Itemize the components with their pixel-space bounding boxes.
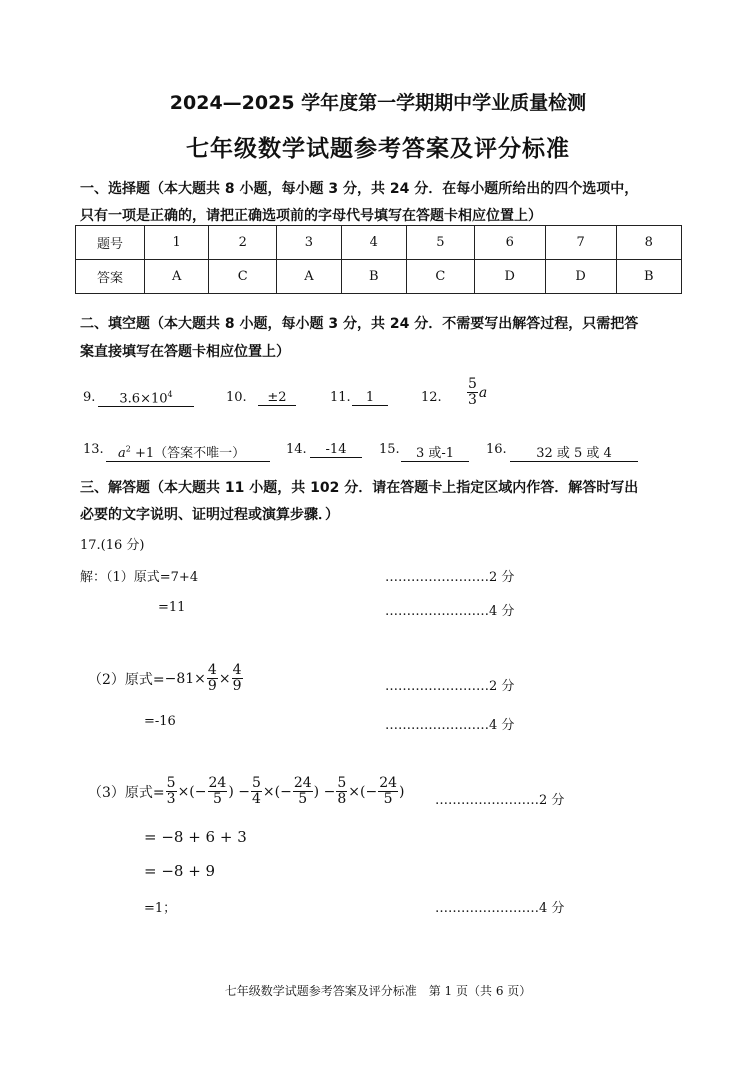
table-header-question: 题号 [76,226,145,260]
table-cell-answer: A [145,260,209,294]
p2-times: × [218,670,231,687]
answer-table [75,225,682,294]
q13-rest: +1（答案不唯一） [130,446,246,461]
table-cell-answer: D [545,260,616,294]
q13-label: 13. [83,442,104,457]
p3-step3: = −8 + 9 [144,862,216,880]
table-cell-answer: B [341,260,406,294]
q9-answer [98,390,194,407]
table-row-answers [76,260,682,294]
q12-label: 12. [421,390,442,405]
q15-label: 15. [379,442,400,457]
table-cell-answer: D [474,260,545,294]
p3-score1: ……………………2 分 [435,793,565,808]
table-cell-number: 8 [616,226,681,260]
p2-step2: =-16 [144,714,176,729]
p2-score1: ……………………2 分 [385,679,515,694]
table-cell-number: 2 [209,226,277,260]
table-cell-number: 6 [474,226,545,260]
table-header-answer: 答案 [76,260,145,294]
q12-answer [466,377,487,408]
table-cell-answer: C [406,260,474,294]
p2-prefix: （2）原式= [88,671,165,688]
p2-frac1-num: 4 [207,662,217,678]
section1-heading-line2: 只有一项是正确的，请把正确选项前的字母代号填写在答题卡相应位置上） [80,208,542,224]
q11-answer: 1 [352,390,388,406]
p2-frac2-den: 9 [232,678,242,694]
q10-answer: ±2 [258,390,296,406]
p3-step2: = −8 + 6 + 3 [144,828,247,846]
section2-heading-line1: 二、填空题（本大题共 8 小题，每小题 3 分，共 24 分．不需要写出解答过程，只需把答 [80,316,639,332]
p2-neg: −81× [164,670,206,687]
table-cell-number: 5 [406,226,474,260]
q16-answer: 32 或 5 或 4 [510,442,638,462]
q14-answer: -14 [310,442,362,458]
p1-step2: =11 [158,600,186,615]
p2-step1 [88,663,244,694]
q9-base: 3.6×10 [119,391,168,407]
q15-answer: 3 或-1 [401,442,469,462]
p1-score1: ……………………2 分 [385,570,515,585]
q13-variable: a [118,446,126,461]
table-cell-number: 1 [145,226,209,260]
q12-denominator: 3 [468,392,477,408]
q9-exponent: 4 [167,390,173,399]
table-cell-number: 3 [277,226,341,260]
table-cell-number: 4 [341,226,406,260]
table-cell-answer: A [277,260,341,294]
table-cell-answer: B [616,260,681,294]
document-title: 2024—2025 学年度第一学期期中学业质量检测 [169,92,587,114]
document-subtitle: 七年级数学试题参考答案及评分标准 [186,136,570,162]
p1-step1: 解：（1）原式=7+4 [80,570,199,585]
p3-step4: =1； [144,901,177,916]
q14-label: 14. [286,442,307,457]
p1-score2: ……………………4 分 [385,604,515,619]
q12-numerator: 5 [468,376,477,392]
q17-label: 17.(16 分) [80,538,145,553]
p3-step1: （3）原式= $\frac{5}{3}$ ×(− $\frac{24}{5}$ ) − $\frac{5}{4}$ ×(− $\frac{24}{5}$ ) − $\frac{5}{8}$ ×(− $\frac{24}{5}$ ) [88,775,405,807]
p3-score2: ……………………4 分 [435,901,565,916]
section2-heading-line2: 案直接填写在答题卡相应位置上） [80,344,290,360]
q13-exponent: 2 [125,444,131,454]
p2-frac1-den: 9 [207,678,217,694]
page-footer: 七年级数学试题参考答案及评分标准 第 1 页（共 6 页） [224,984,532,998]
q13-answer [106,442,270,462]
table-cell-number: 7 [545,226,616,260]
q11-label: 11. [330,390,351,405]
table-row-numbers [76,226,682,260]
q10-label: 10. [226,390,247,405]
table-cell-answer: C [209,260,277,294]
q12-variable: a [478,384,488,401]
q16-label: 16. [486,442,507,457]
section1-heading-line1: 一、选择题（本大题共 8 小题，每小题 3 分，共 24 分．在每小题所给出的四个选项中， [80,181,639,197]
q9-label: 9. [83,390,96,405]
p2-frac2-num: 4 [232,662,242,678]
p3-prefix: （3）原式= [88,784,165,801]
section3-heading-line1: 三、解答题（本大题共 11 小题，共 102 分．请在答题卡上指定区域内作答．解答时写出 [80,480,639,496]
p2-score2: ……………………4 分 [385,718,515,733]
section3-heading-line2: 必要的文字说明、证明过程或演算步骤．） [80,507,339,523]
